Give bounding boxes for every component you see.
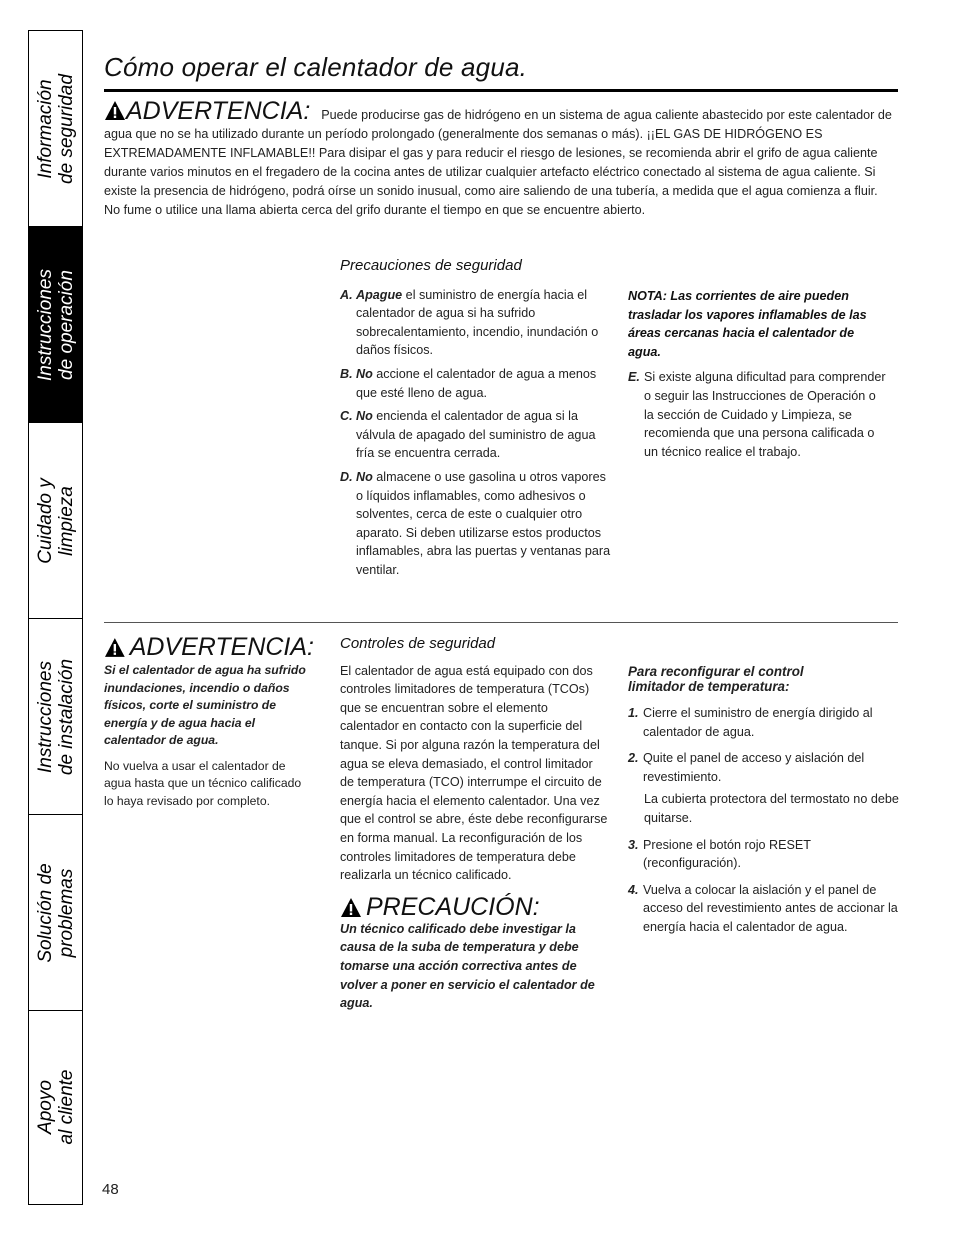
precauciones-column [340,257,612,585]
item-text: accione el calentador de agua a menos que esté lleno de agua. [356,366,597,400]
warning-body: Puede producirse gas de hidrógeno en un sistema de agua caliente abastecido por este calentador de agua que no se ha utilizado durante un período prolongado (generalmente dos semanas o más). ¡¡EL GAS DE HIDRÓGENO ES EXTREMADAMENTE INFLAMABLE!! Para disipar el gas y para reducir el riesgo de lesiones, se recomienda abrir el grifo de agua caliente durante varios minutos en el fregadero de la cocina antes de utilizar cualquier artefacto eléctrico conectado al sistema de agua caliente. Si existe la presencia de hidrógeno, podrá oírse un sonido inusual, como aire saliendo de una tubería, a medida que el agua comienza a fluir. No fume o utilice una llama abierta cerca del grifo durante el tiempo en que se encuentre abierto. [104,108,892,217]
warning-bold-text: Si el calentador de agua ha sufrido inundaciones, incendio o daños físicos, corte el suministro de energía y de agua hacia el calentador de agua. [104,663,306,747]
step-item [628,836,900,873]
step-number: 4. [628,882,639,897]
precauciones-column-right [628,287,886,466]
tab-informacion-de-seguridad[interactable] [29,31,82,227]
precaucion-heading [340,892,608,921]
warning-text: No vuelva a usar el calentador de agua hasta que un técnico calificado lo haya revisado por completo. [104,758,302,808]
item-bold: Apague [356,287,403,302]
item-text: Si existe alguna dificultad para comprender o seguir las Instrucciones de Operación o la sección de Cuidado y Limpieza, se recomienda que una persona calificada o un técnico realice el trabajo. [644,370,886,459]
item-letter: A. [340,287,353,302]
item-letter: D. [340,469,353,484]
step-item [628,749,900,786]
tab-label-line1: Apoyo [34,1080,56,1134]
tab-cuidado-y-limpieza[interactable] [29,423,82,619]
precauciones-heading: Precauciones de seguridad [340,257,522,274]
tab-label-line1: Instrucciones [34,660,56,773]
tab-label-line1: Instrucciones [34,268,56,381]
item-bold: No [356,366,373,381]
precaucion-heading-text: PRECAUCIÓN: [366,892,540,921]
controles-text: El calentador de agua está equipado con dos controles limitadores de temperatura (TCOs) que se encuentran sobre el elemento calentador en contacto con la superficie del tanque. Si por alguna razón la temperatura del agua se eleva demasiado, el control limitador de temperatura (TCO) interrumpe el circuito de energía hacia el elemento calentador. Una vez que el control se abre, éste debe reconfigurarse en forma manual. La reconfiguración de los controles limitadores de temperatura debe realizarla un técnico calificado. [340,663,608,883]
precaution-item [340,365,612,402]
tab-label-line2: limpieza [55,485,77,556]
step-item [628,704,900,741]
precaution-item [340,286,612,360]
controles-column [340,635,608,1013]
controles-heading: Controles de seguridad [340,635,496,652]
tab-label-line2: de instalación [55,658,77,775]
tab-label [35,1070,77,1145]
warning-heading-text: ADVERTENCIA: [126,97,311,125]
warning-heading [104,97,317,125]
step-text: Presione el botón rojo RESET (reconfiguración). [643,837,811,871]
step-number: 3. [628,837,639,852]
item-text: almacene o use gasolina u otros vapores o líquidos inflamables, como adhesivos o solventes, cerca de este o cualquier otro aparato. Si deben utilizarse estos productos inflamables, abra las puertas y ventanas para ventilar. [356,469,611,577]
item-letter: C. [340,409,353,424]
warning-triangle-icon [104,100,126,121]
page-title: Cómo operar el calentador de agua. [104,52,528,82]
step-text: Quite el panel de acceso y aislación del revestimiento. [643,751,865,784]
tab-label-line1: Información [34,78,56,179]
item-bold: No [356,469,373,484]
precaution-item [340,468,612,580]
tab-label-line1: Cuidado y [34,477,56,564]
title-divider [104,89,898,92]
tab-label [35,658,77,774]
warning-heading-text: ADVERTENCIA: [129,633,314,662]
warning-triangle-icon [340,897,362,918]
nota: NOTA: Las corrientes de aire pueden trasladar los vapores inflamables de las áreas cercanas hacia el calentador de agua. [628,289,867,359]
tab-label [35,269,77,381]
flood-warning [104,633,314,810]
precaution-item [628,368,886,461]
step-item [628,881,900,937]
item-text: encienda el calentador de agua si la válvula de apagado del suministro de agua fría se encuentra cerrada. [356,409,596,461]
page-number: 48 [102,1181,119,1198]
section-divider [104,622,898,623]
tab-apoyo-al-cliente[interactable] [29,1011,82,1203]
side-tab-nav [28,30,83,1205]
tab-instrucciones-de-operacion[interactable] [29,227,82,423]
step-number: 2. [628,751,639,766]
item-bold: No [356,409,373,424]
precaucion-text: Un técnico calificado debe investigar la causa de la suba de temperatura y debe tomarse una acción correctiva antes de volver a poner en servicio el calentador de agua. [340,921,595,1011]
tab-label-line2: de operación [55,269,77,380]
tab-label-line1: Solución de [34,862,56,963]
hydrogen-warning [104,97,894,220]
step-number: 1. [628,706,639,720]
step-text: Cierre el suministro de energía dirigido al calentador de agua. [643,706,873,739]
tab-label [35,863,77,962]
step-text: Vuelva a colocar la aislación y el panel de acceso del revestimiento antes de accionar la energía hacia el calentador de agua. [643,882,898,934]
tab-solucion-de-problemas[interactable] [29,815,82,1011]
warning-heading [104,633,314,662]
tab-label-line2: problemas [55,868,77,957]
step-note: La cubierta protectora del termostato no debe quitarse. [644,792,899,825]
reconfigurar-heading: Para reconfigurar el control limitador de temperatura: [628,664,804,694]
item-letter: E. [628,370,640,385]
tab-label [35,478,77,564]
tab-label-line2: de seguridad [55,73,77,184]
item-text: el suministro de energía hacia el calentador de agua si ha sufrido sobrecalentamiento, incendio, inundación o daños físicos. [356,287,599,358]
warning-triangle-icon [104,637,126,658]
item-letter: B. [340,366,353,381]
reconfigurar-column [628,664,900,945]
tab-label-line2: al cliente [55,1069,77,1145]
tab-label [35,74,77,184]
tab-instrucciones-de-instalacion[interactable] [29,619,82,815]
precaution-item [340,407,612,463]
